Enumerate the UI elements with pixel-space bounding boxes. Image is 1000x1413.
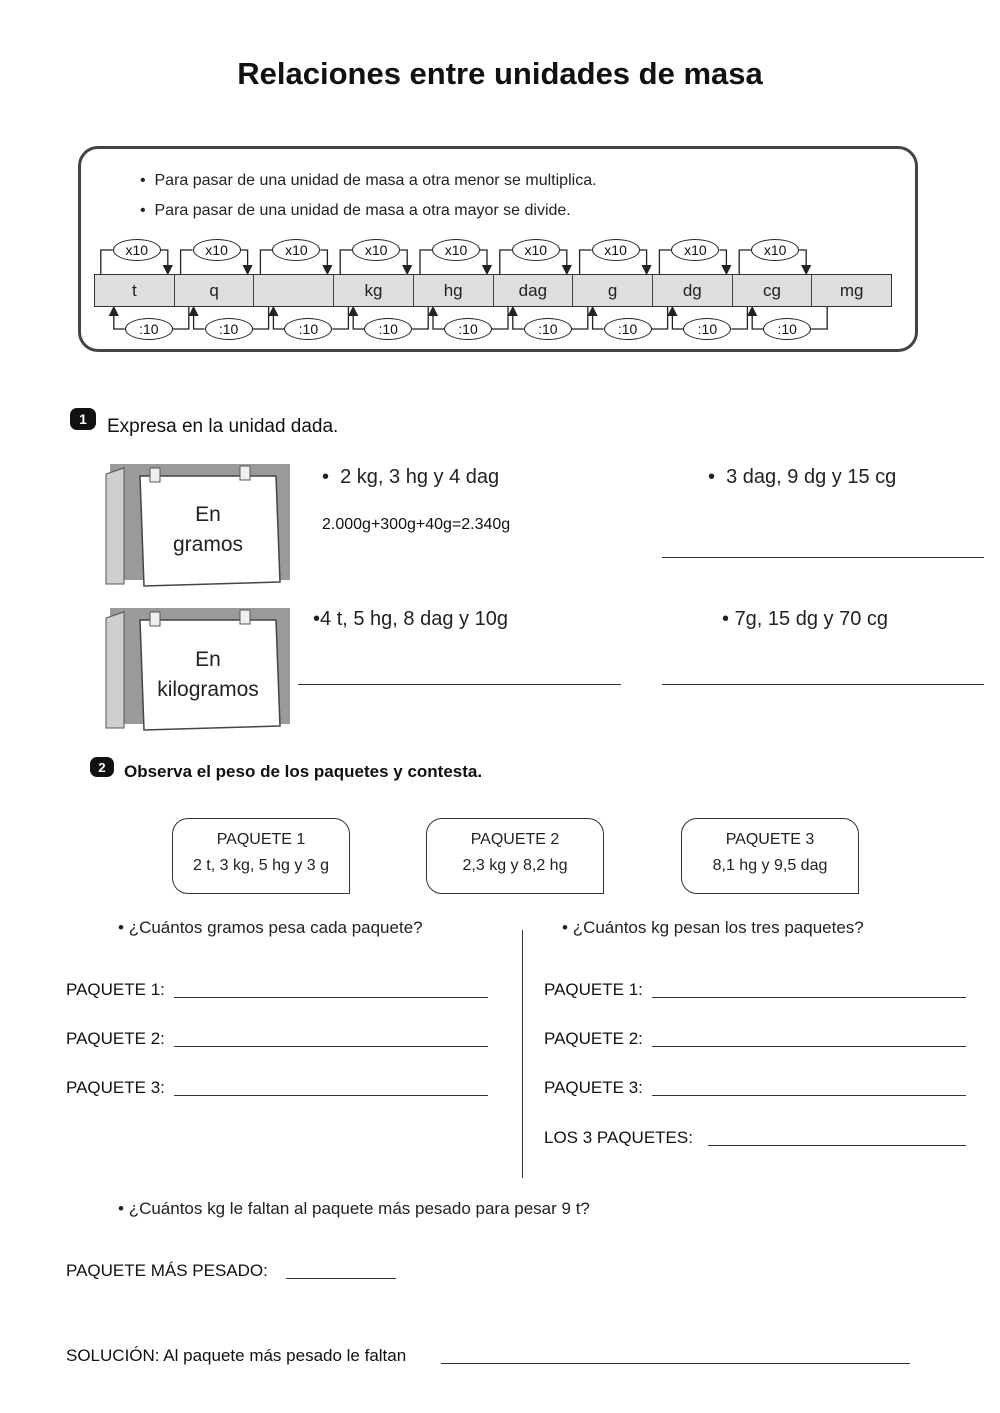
- unit-cell: cg: [733, 275, 813, 306]
- question-right: • ¿Cuántos kg pesan los tres paquetes?: [562, 918, 864, 937]
- multiply-oval: x10: [592, 239, 640, 261]
- unit-cell: mg: [812, 275, 891, 306]
- item-b: • 3 dag, 9 dg y 15 cg: [708, 466, 897, 488]
- multiply-oval: x10: [671, 239, 719, 261]
- solution-label: SOLUCIÓN: Al paquete más pesado le faltan: [66, 1346, 407, 1365]
- right-answer-2: PAQUETE 2:: [544, 1029, 643, 1048]
- solution-line[interactable]: [441, 1363, 910, 1364]
- exercise-number-badge: 1: [70, 408, 96, 430]
- divide-oval: :10: [763, 318, 811, 340]
- item-d: • 7g, 15 dg y 70 cg: [722, 608, 889, 630]
- unit-cell: kg: [334, 275, 414, 306]
- multiply-oval: x10: [352, 239, 400, 261]
- right-answer-total: LOS 3 PAQUETES:: [544, 1128, 693, 1147]
- question-left: • ¿Cuántos gramos pesa cada paquete?: [118, 918, 423, 937]
- divide-oval: :10: [364, 318, 412, 340]
- multiply-oval: x10: [751, 239, 799, 261]
- right-answer-1: PAQUETE 1:: [544, 980, 643, 999]
- right-answer-line-2[interactable]: [652, 1046, 966, 1047]
- unit-cell: dg: [653, 275, 733, 306]
- unit-cell: [254, 275, 334, 306]
- answer-line-c[interactable]: [298, 684, 621, 685]
- multiply-oval: x10: [193, 239, 241, 261]
- unit-cell: g: [573, 275, 653, 306]
- multiply-oval: x10: [113, 239, 161, 261]
- heaviest-package-line[interactable]: [286, 1278, 396, 1279]
- card-kilograms-text: En kilogramos: [157, 648, 259, 701]
- left-answer-1: PAQUETE 1:: [66, 980, 165, 999]
- question-bottom: • ¿Cuántos kg le faltan al paquete más pesado para pesar 9 t?: [118, 1199, 590, 1218]
- right-answer-3: PAQUETE 3:: [544, 1078, 643, 1097]
- exercise1-heading: Expresa en la unidad dada.: [107, 416, 339, 437]
- exercise2-heading: Observa el peso de los paquetes y contesta.: [124, 762, 483, 781]
- multiply-oval: x10: [512, 239, 560, 261]
- answer-a: 2.000g+300g+40g=2.340g: [322, 516, 511, 533]
- exercise-number-badge: 2: [90, 757, 114, 777]
- answer-line-b[interactable]: [662, 557, 984, 558]
- left-answer-3: PAQUETE 3:: [66, 1078, 165, 1097]
- column-divider: [522, 930, 523, 1178]
- package-card-2: PAQUETE 2 2,3 kg y 8,2 hg: [426, 818, 604, 894]
- item-a: • 2 kg, 3 hg y 4 dag: [322, 466, 500, 488]
- divide-oval: :10: [444, 318, 492, 340]
- unit-cell: q: [175, 275, 255, 306]
- heaviest-package-label: PAQUETE MÁS PESADO:: [66, 1261, 268, 1280]
- right-answer-line-total[interactable]: [708, 1145, 966, 1146]
- unit-cell: t: [95, 275, 175, 306]
- page-title: Relaciones entre unidades de masa: [237, 56, 763, 91]
- divide-oval: :10: [524, 318, 572, 340]
- conversion-arrows: [0, 0, 1000, 400]
- multiply-oval: x10: [272, 239, 320, 261]
- left-answer-line-2[interactable]: [174, 1046, 488, 1047]
- package-card-3: PAQUETE 3 8,1 hg y 9,5 dag: [681, 818, 859, 894]
- divide-oval: :10: [683, 318, 731, 340]
- item-c: •4 t, 5 hg, 8 dag y 10g: [313, 608, 508, 630]
- rule-multiply: • Para pasar de una unidad de masa a otra menor se multiplica.: [140, 172, 597, 189]
- answer-line-d[interactable]: [662, 684, 984, 685]
- divide-oval: :10: [125, 318, 173, 340]
- unit-strip: [94, 274, 892, 307]
- rule-divide: • Para pasar de una unidad de masa a otra mayor se divide.: [140, 202, 571, 219]
- divide-oval: :10: [205, 318, 253, 340]
- divide-oval: :10: [284, 318, 332, 340]
- right-answer-line-1[interactable]: [652, 997, 966, 998]
- card-grams-text: En gramos: [172, 503, 244, 556]
- left-answer-line-1[interactable]: [174, 997, 488, 998]
- unit-cell: hg: [414, 275, 494, 306]
- unit-cell: dag: [494, 275, 574, 306]
- divide-oval: :10: [604, 318, 652, 340]
- left-answer-2: PAQUETE 2:: [66, 1029, 165, 1048]
- right-answer-line-3[interactable]: [652, 1095, 966, 1096]
- package-card-1: PAQUETE 1 2 t, 3 kg, 5 hg y 3 g: [172, 818, 350, 894]
- left-answer-line-3[interactable]: [174, 1095, 488, 1096]
- multiply-oval: x10: [432, 239, 480, 261]
